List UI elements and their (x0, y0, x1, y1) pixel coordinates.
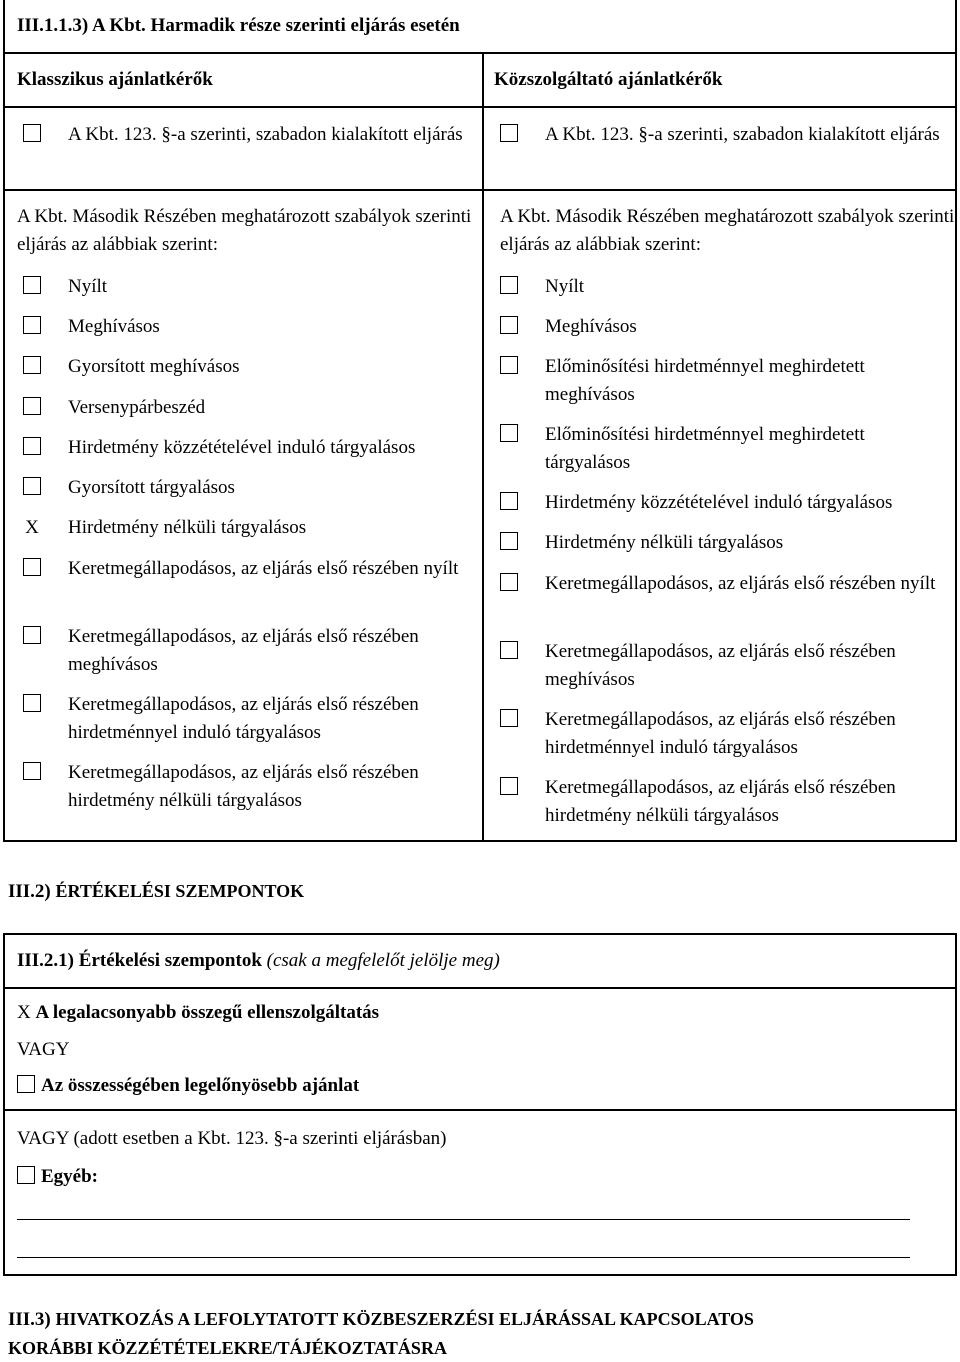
row-divider (5, 189, 482, 191)
row-divider (5, 106, 482, 108)
checkbox[interactable] (500, 124, 518, 142)
option-label: Meghívásos (545, 316, 637, 337)
section-3-title-line1: HIVATKOZÁS A LEFOLYTATOTT KÖZBESZERZÉSI ELJÁRÁSSAL KAPCSOLATOS (55, 1309, 754, 1329)
checkbox[interactable] (23, 356, 41, 374)
checkbox[interactable] (23, 276, 41, 294)
left-intro-text: A Kbt. Második Részében meghatározott szabályok szerinti eljárás az alábbiak szerint: (17, 206, 472, 255)
option-label: Hirdetmény nélküli tárgyalásos (68, 517, 307, 538)
checkbox[interactable] (23, 694, 41, 712)
option-label: Hirdetmény közzétételével induló tárgyalásos (545, 492, 893, 513)
option-label: Hirdetmény nélküli tárgyalásos (545, 532, 784, 553)
or-label-free-procedure: VAGY (adott esetben a Kbt. 123. §-a szerinti eljárásban) (17, 1128, 447, 1149)
criterion-best-value[interactable] (17, 1072, 359, 1100)
section-3-title-line2: KORÁBBI KÖZZÉTÉTELEKRE/TÁJÉKOZTATÁSRA (8, 1338, 447, 1358)
left-procedure-option[interactable] (23, 273, 473, 301)
right-procedure-option[interactable] (500, 273, 950, 301)
right-procedure-option[interactable] (500, 529, 950, 557)
checkbox[interactable] (500, 356, 518, 374)
option-label: A Kbt. 123. §-a szerinti, szabadon kialakított eljárás (545, 124, 940, 145)
option-label: Gyorsított meghívásos (68, 356, 240, 377)
option-label: Keretmegállapodásos, az eljárás első részében hirdetménnyel induló tárgyalásos (68, 694, 419, 743)
section-title: III.1.1.3) A Kbt. Harmadik része szerinti eljárás esetén (17, 15, 460, 36)
option-label: Keretmegállapodásos, az eljárás első részében nyílt (68, 558, 459, 579)
section-2-heading (8, 877, 304, 906)
checkbox[interactable] (23, 558, 41, 576)
left-column-header: Klasszikus ajánlatkérők (17, 69, 213, 90)
option-label: Keretmegállapodásos, az eljárás első részében nyílt (545, 573, 936, 594)
criterion-label: Egyéb: (41, 1166, 98, 1187)
left-procedure-option[interactable] (23, 623, 473, 679)
right-procedure-option[interactable] (500, 706, 950, 762)
right-procedure-option[interactable] (500, 353, 950, 409)
row-divider (5, 987, 955, 989)
left-procedure-option[interactable] (23, 691, 473, 747)
row-divider (482, 189, 955, 191)
right-free-procedure-option[interactable] (500, 121, 940, 149)
row-divider (5, 1109, 955, 1111)
checkbox[interactable] (500, 709, 518, 727)
section-title-row (5, 0, 955, 54)
option-label: Keretmegállapodásos, az eljárás első részében meghívásos (68, 626, 419, 675)
right-procedure-option[interactable] (500, 313, 950, 341)
left-procedure-option[interactable] (23, 394, 473, 422)
option-label: Versenypárbeszéd (68, 397, 206, 418)
option-label: Nyílt (68, 276, 108, 297)
checkbox[interactable] (500, 573, 518, 591)
or-label: VAGY (17, 1039, 70, 1060)
criterion-other[interactable] (17, 1163, 98, 1191)
option-label: Keretmegállapodásos, az eljárás első részében hirdetménnyel induló tárgyalásos (545, 709, 896, 758)
criteria-subheading (17, 947, 500, 975)
checkbox[interactable] (23, 124, 41, 142)
criteria-subnumber: III.2.1) (17, 950, 75, 971)
checkbox[interactable] (23, 397, 41, 415)
checkbox[interactable] (17, 1166, 35, 1184)
selected-mark: X (25, 517, 39, 538)
left-free-procedure-option[interactable] (23, 121, 463, 149)
evaluation-criteria-table (3, 933, 957, 1276)
checkbox[interactable] (500, 424, 518, 442)
checkbox[interactable] (500, 777, 518, 795)
option-label: Gyorsított tárgyalásos (68, 477, 235, 498)
option-label: Előminősítési hirdetménnyel meghirdetett meghívásos (545, 356, 865, 405)
option-label: Meghívásos (68, 316, 160, 337)
checkbox[interactable] (500, 532, 518, 550)
right-column-header: Közszolgáltató ajánlatkérők (494, 69, 723, 90)
left-procedure-option[interactable] (23, 353, 473, 381)
criteria-note: (csak a megfelelőt jelölje meg) (266, 950, 500, 971)
section-2-number: III.2) (8, 881, 51, 902)
right-procedure-option[interactable] (500, 774, 950, 830)
checkbox[interactable] (23, 316, 41, 334)
checkbox[interactable] (500, 316, 518, 334)
procedure-type-table (3, 0, 957, 842)
criterion-label: A legalacsonyabb összegű ellenszolgáltatás (35, 1002, 380, 1023)
option-label: Hirdetmény közzétételével induló tárgyalásos (68, 437, 416, 458)
column-divider (482, 52, 484, 840)
left-procedure-option[interactable] (23, 555, 473, 583)
option-label: Nyílt (545, 276, 585, 297)
left-procedure-option[interactable] (23, 514, 473, 542)
checkbox[interactable] (500, 492, 518, 510)
right-intro-text: A Kbt. Második Részében meghatározott szabályok szerinti eljárás az alábbiak szerint: (500, 206, 955, 255)
checkbox[interactable] (500, 641, 518, 659)
fill-in-line[interactable] (17, 1257, 910, 1258)
option-label: Keretmegállapodásos, az eljárás első részében hirdetmény nélküli tárgyalásos (68, 762, 419, 811)
right-procedure-option[interactable] (500, 638, 950, 694)
checkbox[interactable] (23, 477, 41, 495)
checkbox[interactable] (23, 437, 41, 455)
left-procedure-option[interactable] (23, 434, 473, 462)
left-procedure-option[interactable] (23, 759, 473, 815)
selected-mark: X (17, 1002, 31, 1023)
left-procedure-option[interactable] (23, 474, 473, 502)
checkbox[interactable] (23, 626, 41, 644)
option-label: Keretmegállapodásos, az eljárás első részében meghívásos (545, 641, 896, 690)
left-procedure-option[interactable] (23, 313, 473, 341)
checkbox[interactable] (23, 762, 41, 780)
row-divider (482, 106, 955, 108)
checkbox[interactable] (500, 276, 518, 294)
section-2-title: ÉRTÉKELÉSI SZEMPONTOK (55, 881, 305, 901)
right-procedure-option[interactable] (500, 489, 950, 517)
section-3-heading (8, 1305, 754, 1334)
criterion-lowest-price[interactable] (17, 999, 379, 1027)
criteria-subtitle: Értékelési szempontok (78, 950, 262, 971)
right-procedure-option[interactable] (500, 570, 950, 598)
fill-in-line[interactable] (17, 1219, 910, 1220)
right-procedure-option[interactable] (500, 421, 950, 477)
option-label: Előminősítési hirdetménnyel meghirdetett tárgyalásos (545, 424, 865, 473)
option-label: Keretmegállapodásos, az eljárás első részében hirdetmény nélküli tárgyalásos (545, 777, 896, 826)
section-3-number: III.3) (8, 1309, 51, 1330)
option-label: A Kbt. 123. §-a szerinti, szabadon kialakított eljárás (68, 124, 463, 145)
criterion-label: Az összességében legelőnyösebb ajánlat (41, 1075, 360, 1096)
checkbox[interactable] (17, 1075, 35, 1093)
